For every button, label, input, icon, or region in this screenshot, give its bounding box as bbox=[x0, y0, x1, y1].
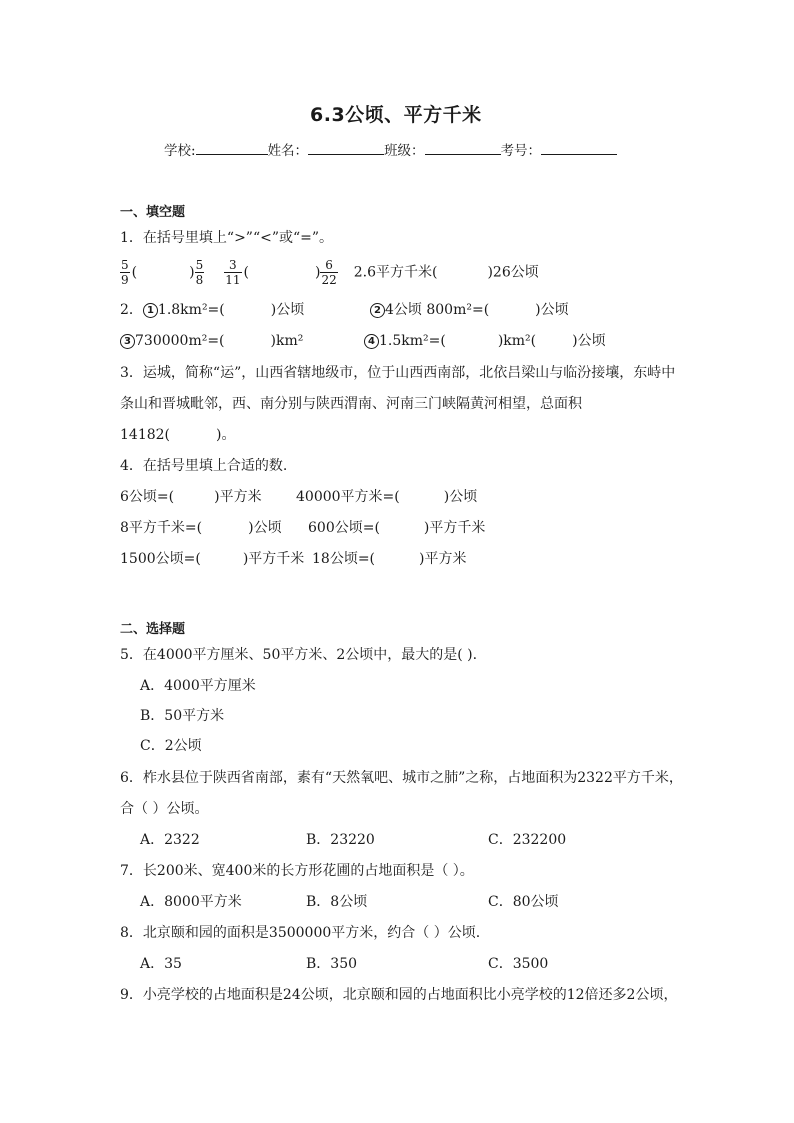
q2d-unit: )公顷 bbox=[572, 333, 606, 349]
school-label: 学校: bbox=[164, 143, 196, 159]
class-label: 班级： bbox=[384, 143, 425, 159]
paren-open: ( bbox=[243, 264, 249, 281]
circled-1-marker: 1 bbox=[143, 303, 158, 318]
q2b-text: 4公顷 800m²=( bbox=[385, 302, 490, 318]
exam-no-label: 考号： bbox=[500, 143, 542, 159]
q3-end: )。 bbox=[216, 427, 236, 443]
page-title: 6.3公顷、平方千米 bbox=[310, 104, 482, 126]
q4-r3a-text: 1500公顷=( bbox=[120, 551, 201, 567]
q5-option-a[interactable]: A．4000平方厘米 bbox=[140, 678, 256, 694]
q4-r3a bbox=[120, 550, 304, 568]
q7-stem: 7．长200米、宽400米的长方形花圃的占地面积是（ ）。 bbox=[120, 863, 474, 879]
q6-line2: 合（ ）公顷。 bbox=[120, 801, 209, 817]
circled-4-marker: 4 bbox=[364, 334, 379, 349]
q2c-unit: )km² bbox=[270, 333, 304, 349]
q7-option-c[interactable]: C．80公顷 bbox=[488, 894, 559, 910]
q2-row1-b bbox=[370, 301, 569, 319]
q1-comparisons bbox=[120, 258, 539, 287]
q7-option-b[interactable]: B．8公顷 bbox=[306, 894, 368, 910]
q4-r3b bbox=[312, 550, 466, 568]
q1-stem: 1．在括号里填上“>”“<”或“=”。 bbox=[120, 230, 334, 246]
q4-r2a-unit: )公顷 bbox=[248, 520, 282, 536]
fraction-5-9: $\frac{5}{9}$ bbox=[121, 258, 129, 287]
circled-3-marker: 3 bbox=[120, 334, 135, 349]
school-blank[interactable] bbox=[196, 140, 268, 155]
student-info-line bbox=[164, 140, 617, 160]
q4-r1a-unit: )平方米 bbox=[214, 489, 262, 505]
q4-r2b-text: 600公顷=( bbox=[308, 520, 380, 536]
q2-row2 bbox=[120, 332, 303, 350]
q4-r2a-text: 8平方千米=( bbox=[120, 520, 203, 536]
q3-line2: 条山和晋城毗邻，西、南分别与陕西渭南、河南三门峡隔黄河相望，总面积 bbox=[120, 396, 582, 412]
exam-no-blank[interactable] bbox=[541, 140, 617, 155]
q5-option-b[interactable]: B．50平方米 bbox=[140, 708, 225, 724]
q2d-mid: )km²( bbox=[497, 333, 537, 349]
q4-r1b-text: 40000平方米=( bbox=[296, 489, 400, 505]
q8-option-b[interactable]: B．350 bbox=[306, 956, 358, 972]
q8-option-a[interactable]: A．35 bbox=[140, 956, 182, 972]
q4-r3a-unit: )平方千米 bbox=[242, 551, 305, 567]
q2b-unit: )公顷 bbox=[535, 302, 569, 318]
q4-r3b-unit: )平方米 bbox=[419, 551, 467, 567]
q3-line3 bbox=[120, 426, 235, 444]
q4-r1b-unit: )公顷 bbox=[443, 489, 478, 505]
q4-r1a bbox=[120, 488, 262, 506]
q2c-text: 730000m²=( bbox=[135, 333, 225, 349]
q4-r2b bbox=[308, 519, 485, 537]
q1c-left: 2.6平方千米( bbox=[353, 264, 438, 281]
q2-row1 bbox=[120, 301, 304, 319]
section-heading-choice: 二、选择题 bbox=[120, 622, 186, 637]
paren-open: ( bbox=[131, 264, 138, 281]
q6-option-a[interactable]: A．2322 bbox=[140, 832, 200, 848]
fraction-6-22: $\frac{6}{22}$ bbox=[321, 258, 337, 287]
fraction-5-8: $\frac{5}{8}$ bbox=[195, 258, 204, 287]
q8-option-c[interactable]: C．3500 bbox=[488, 956, 549, 972]
q4-r2a bbox=[120, 519, 282, 537]
q2a-text: 1.8km²=( bbox=[157, 302, 225, 318]
q4-r1b bbox=[296, 488, 477, 506]
q6-line1: 6．柞水县位于陕西省南部，素有“天然氧吧、城市之肺”之称，占地面积为2322平方千米， bbox=[120, 770, 683, 786]
q7-option-a[interactable]: A．8000平方米 bbox=[140, 894, 242, 910]
q1c-right: )26公顷 bbox=[487, 264, 539, 281]
q2-row2-d bbox=[364, 332, 606, 350]
q2a-unit: )公顷 bbox=[270, 302, 305, 318]
fraction-3-11: $\frac{3}{11}$ bbox=[225, 258, 241, 287]
q9-line1: 9．小亮学校的占地面积是24公顷，北京颐和园的占地面积比小亮学校的12倍还多2公顷， bbox=[120, 987, 678, 1003]
q4-stem: 4．在括号里填上合适的数. bbox=[120, 458, 288, 474]
q5-stem: 5．在4000平方厘米、50平方米、2公顷中，最大的是( ). bbox=[120, 647, 478, 663]
q4-r3b-text: 18公顷=( bbox=[312, 551, 376, 567]
class-blank[interactable] bbox=[425, 140, 501, 155]
paren-close: ) bbox=[314, 264, 321, 281]
q6-option-b[interactable]: B．23220 bbox=[306, 832, 375, 848]
q5-option-c[interactable]: C．2公顷 bbox=[140, 738, 202, 754]
q2-number: 2． bbox=[120, 302, 143, 318]
name-label: 姓名： bbox=[267, 143, 309, 159]
q2d-text: 1.5km²=( bbox=[379, 333, 446, 349]
q4-r2b-unit: )平方千米 bbox=[423, 520, 486, 536]
q6-option-c[interactable]: C．232200 bbox=[488, 832, 567, 848]
circled-2-marker: 2 bbox=[370, 303, 385, 318]
paren-close: ) bbox=[189, 264, 195, 281]
q3-line1: 3．运城，简称“运”，山西省辖地级市，位于山西西南部，北依吕梁山与临汾接壤，东峙中 bbox=[120, 365, 676, 381]
name-blank[interactable] bbox=[308, 140, 384, 155]
q8-stem: 8．北京颐和园的面积是3500000平方米，约合（ ）公顷. bbox=[120, 925, 481, 941]
q3-area-value: 14182( bbox=[120, 427, 170, 443]
section-heading-fill-blank: 一、填空题 bbox=[120, 205, 186, 220]
q4-r1a-text: 6公顷=( bbox=[120, 489, 175, 505]
